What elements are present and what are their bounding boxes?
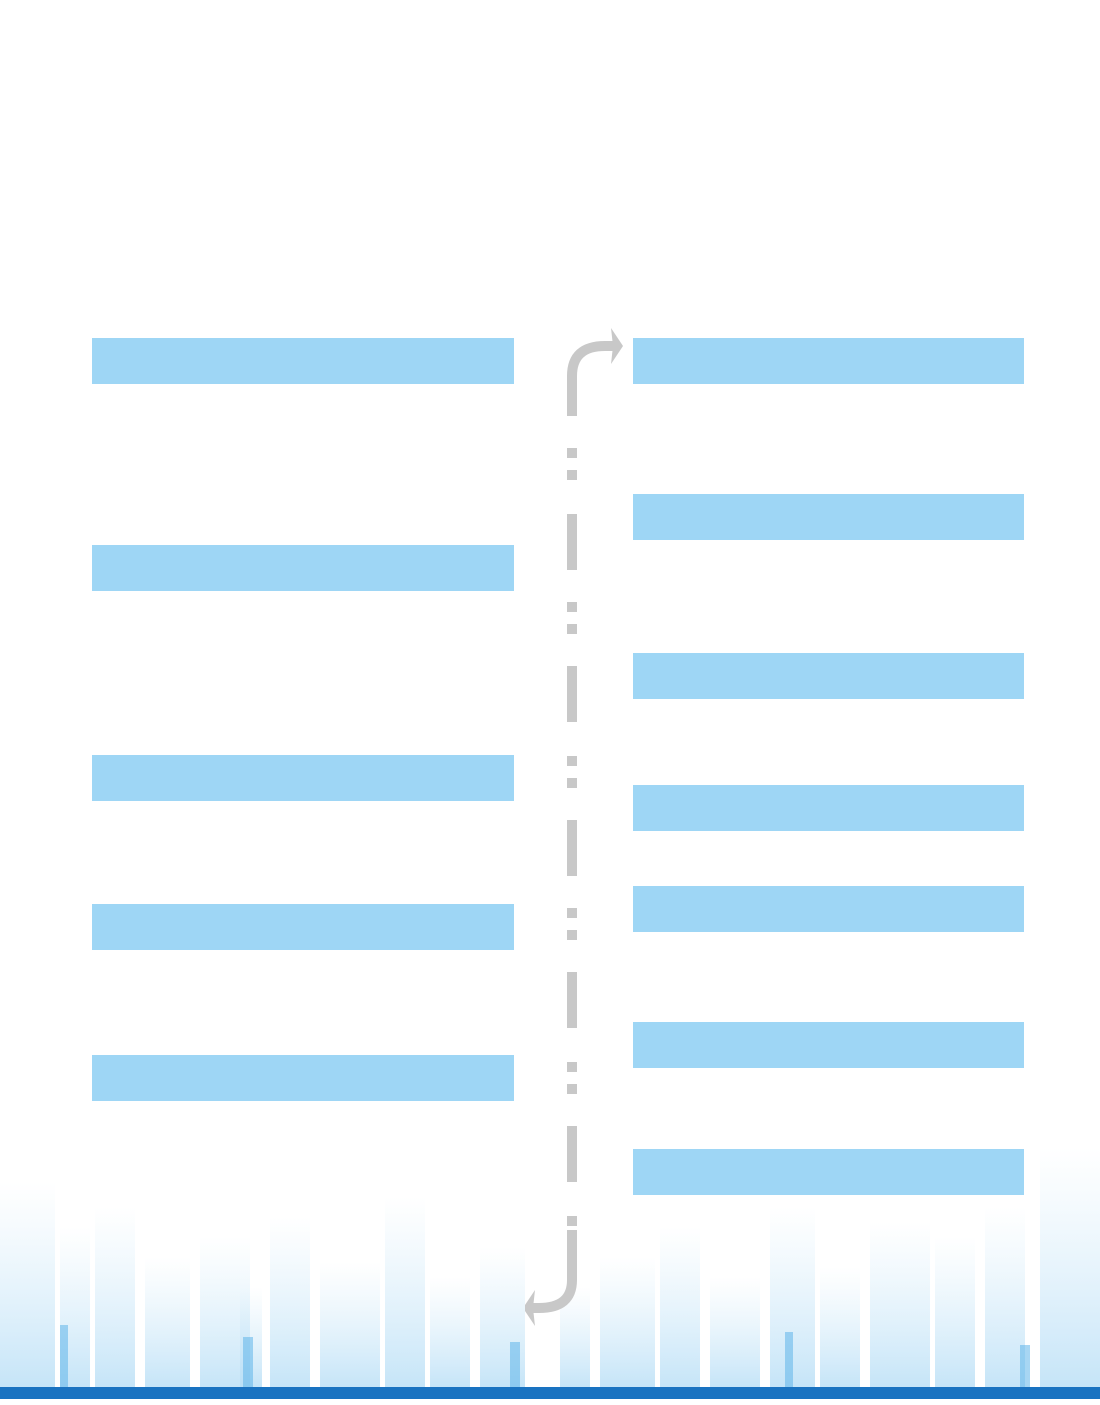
section-header: [633, 886, 1024, 932]
section-featured-services: [633, 653, 1024, 707]
section-header: [92, 904, 514, 950]
section-exclusive-services: [633, 886, 1024, 940]
section-training: [633, 338, 1024, 392]
section-auto-export-compliance: [92, 1055, 514, 1109]
section-policy-interpretation: [92, 545, 514, 599]
section-header: [633, 1149, 1024, 1195]
section-header: [92, 338, 514, 384]
section-external-exchange: [92, 755, 514, 809]
section-legal-rights: [92, 904, 514, 962]
connector-line: [525, 318, 625, 1328]
section-header: [633, 653, 1024, 699]
section-header: [92, 545, 514, 591]
bottom-bar: [0, 1387, 1100, 1399]
section-header: [633, 338, 1024, 384]
section-appeals: [633, 1149, 1024, 1203]
section-header: [633, 785, 1024, 831]
section-header: [92, 1055, 514, 1101]
section-other-services: [633, 1022, 1024, 1076]
section-header: [633, 1022, 1024, 1068]
section-salon: [633, 785, 1024, 839]
section-talent-resources: [633, 494, 1024, 548]
section-header: [92, 755, 514, 801]
section-intellectual-property: [92, 338, 514, 392]
page-title: [93, 152, 105, 160]
section-header: [633, 494, 1024, 540]
